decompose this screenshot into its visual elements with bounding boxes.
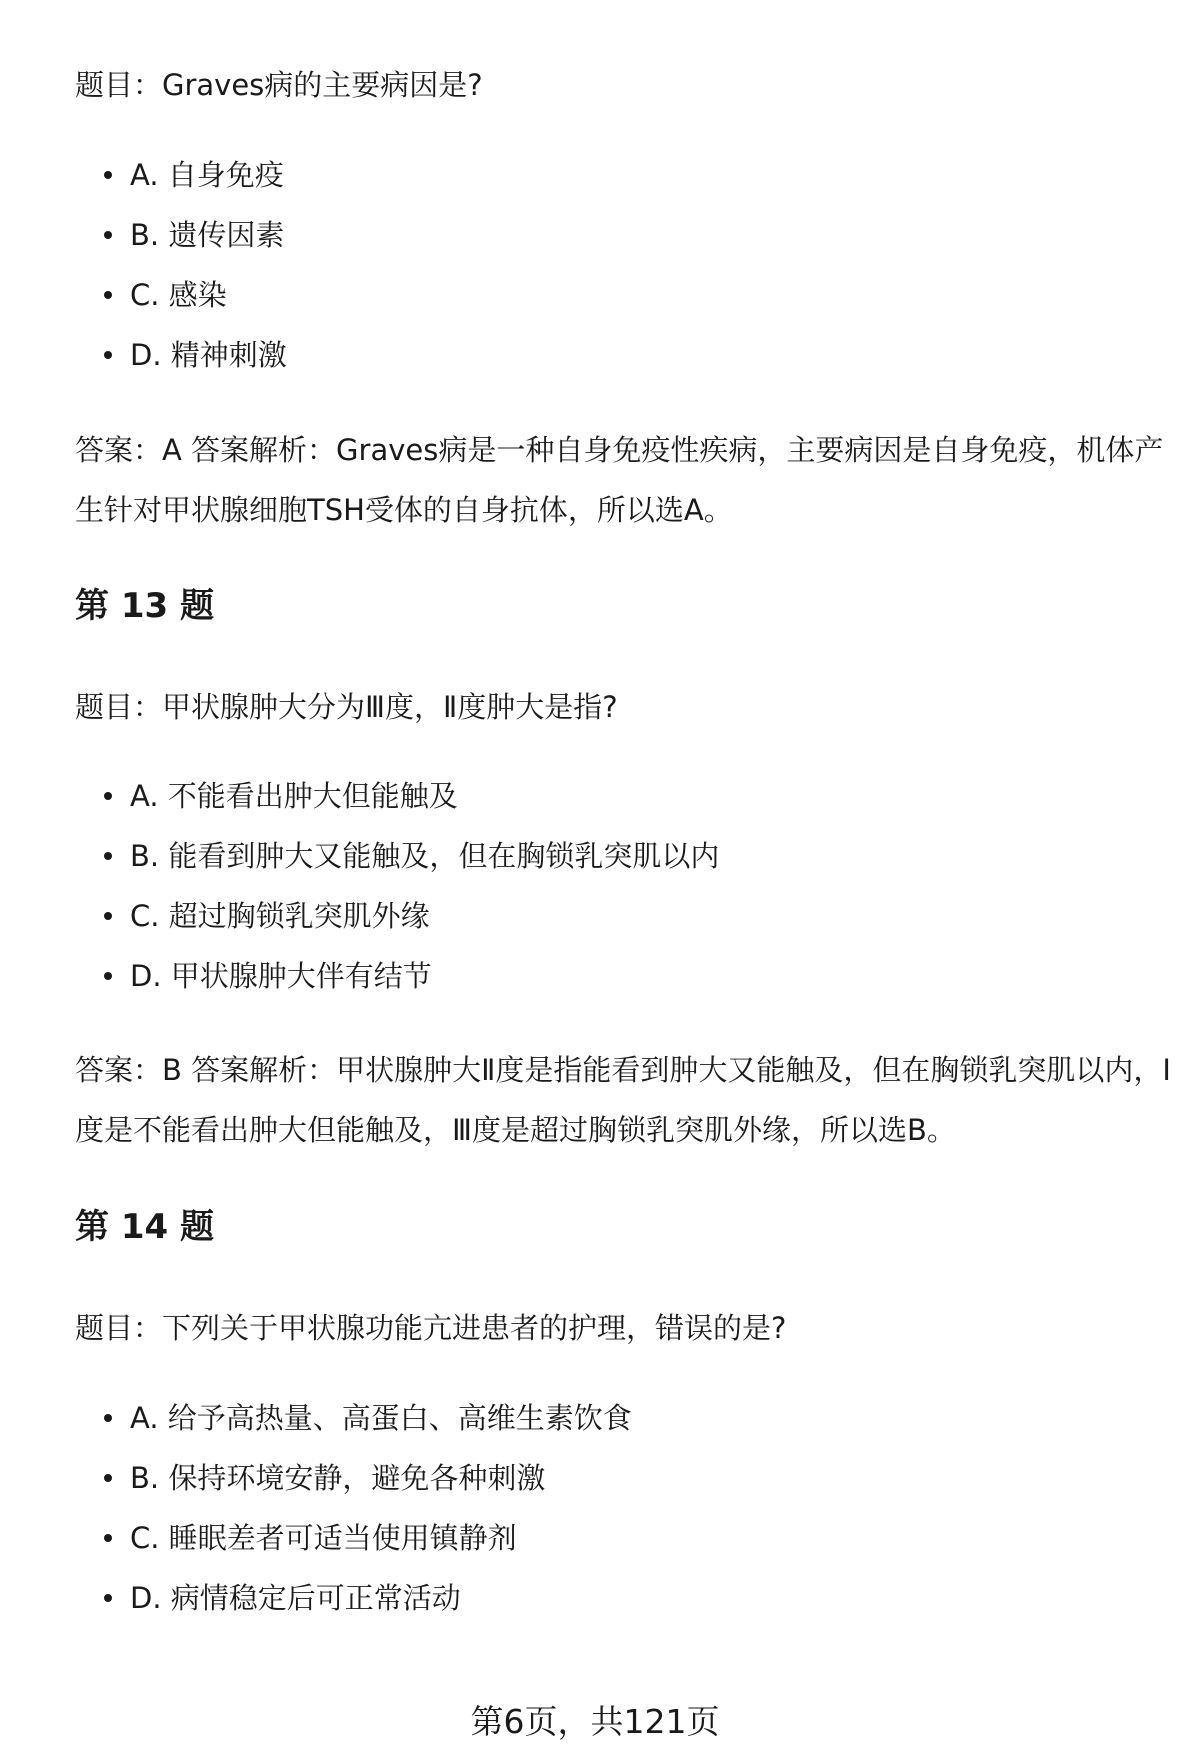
page-number: 第6页，共121页 <box>470 1702 720 1741</box>
bullet-icon <box>104 1474 112 1482</box>
option-label: D. 病情稳定后可正常活动 <box>130 1581 461 1615</box>
question-text: 题目：下列关于甲状腺功能亢进患者的护理，错误的是? <box>75 1311 787 1345</box>
bullet-icon <box>104 972 112 980</box>
bullet-icon <box>104 1534 112 1542</box>
option-label: D. 甲状腺肿大伴有结节 <box>130 959 432 993</box>
option-label: B. 遗传因素 <box>130 218 285 252</box>
bullet-icon <box>104 351 112 359</box>
option-label: C. 超过胸锁乳突肌外缘 <box>130 899 430 933</box>
option-label: D. 精神刺激 <box>130 338 287 372</box>
bullet-icon <box>104 231 112 239</box>
bullet-icon <box>104 792 112 800</box>
bullet-icon <box>104 171 112 179</box>
question-heading: 第 14 题 <box>75 1207 214 1247</box>
option-label: A. 自身免疫 <box>130 158 284 192</box>
answer-explanation: 答案：B 答案解析：甲状腺肿大Ⅱ度是指能看到肿大又能触及，但在胸锁乳突肌以内，Ⅰ度是不能看出肿大但能触及，Ⅲ度是超过胸锁乳突肌外缘，所以选B。 <box>75 1053 1171 1147</box>
option-label: C. 睡眠差者可适当使用镇静剂 <box>130 1521 517 1555</box>
option-label: B. 能看到肿大又能触及，但在胸锁乳突肌以内 <box>130 839 720 873</box>
question-text: 题目：Graves病的主要病因是? <box>75 68 483 102</box>
bullet-icon <box>104 291 112 299</box>
bullet-icon <box>104 1594 112 1602</box>
bullet-icon <box>104 852 112 860</box>
bullet-icon <box>104 912 112 920</box>
bullet-icon <box>104 1414 112 1422</box>
option-label: C. 感染 <box>130 278 227 312</box>
answer-explanation: 答案：A 答案解析：Graves病是一种自身免疫性疾病，主要病因是自身免疫，机体产生针对甲状腺细胞TSH受体的自身抗体，所以选A。 <box>75 433 1164 527</box>
question-heading: 第 13 题 <box>75 586 214 626</box>
option-label: A. 不能看出肿大但能触及 <box>130 779 458 813</box>
question-text: 题目：甲状腺肿大分为Ⅲ度，Ⅱ度肿大是指? <box>75 690 618 724</box>
option-label: B. 保持环境安静，避免各种刺激 <box>130 1461 546 1495</box>
option-label: A. 给予高热量、高蛋白、高维生素饮食 <box>130 1401 632 1435</box>
